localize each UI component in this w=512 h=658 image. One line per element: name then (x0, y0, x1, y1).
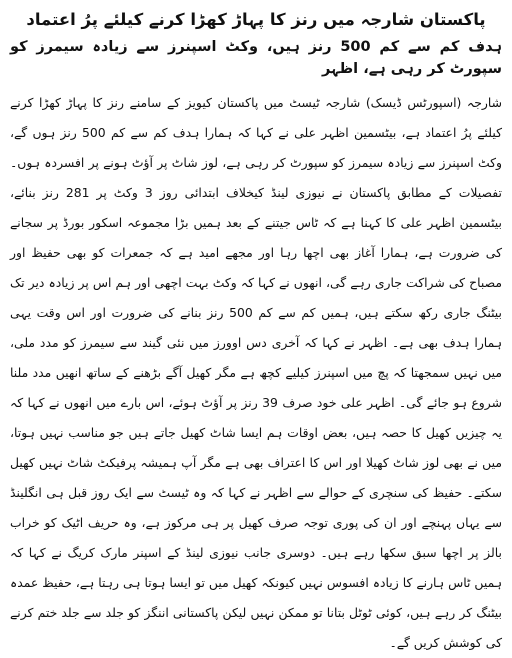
article-subheadline: ہدف کم سے کم 500 رنز ہیں، وکٹ اسپنرز سے زیادہ سیمرز کو سپورٹ کر رہی ہے، اظہر (10, 39, 502, 77)
article-headline: پاکستان شارجہ میں رنز کا پہاڑ کھڑا کرنے کیلئے پرُ اعتماد (26, 10, 486, 29)
article-body: شارجہ (اسپورٹس ڈیسک) شارجہ ٹیسٹ میں پاکستان کیویز کے سامنے رنز کا پہاڑ کھڑا کرنے کیلئے پرُ اعتماد ہے، بیٹسمین اظہر علی نے کہا کہ ہمارا ہدف کم سے کم 500 رنز ہوں گے، وکٹ اسپنرز سے زیادہ سیمرز کو سپورٹ کر رہی ہے، لوز شاٹ پر آؤٹ ہونے پر افسردہ ہوں۔ تفصیلات کے مطابق پاکستان نے نیوزی لینڈ کیخلاف ابتدائی روز 3 وکٹ پر 281 رنز بنائے، بیٹسمین اظہر علی کا کہنا ہے کہ ٹاس جیتنے کے بعد ہمیں بڑا مجموعہ اسکور بورڈ پر سجانے کی ضرورت ہے، ہمارا آغاز بھی اچھا رہا اور مجھے امید ہے کہ جمعرات کو بھی حفیظ اور مصباح کی شراکت جاری رہے گی، انھوں نے کہا کہ وکٹ بہت اچھی اور ہم اس پر زیادہ دیر تک بیٹنگ جاری رکھ سکتے ہیں، ہمیں کم سے کم 500 رنز بنانے کی ضرورت اور اس وقت یہی ہمارا ہدف بھی ہے۔ اظہر نے کہا کہ آخری دس اوورز میں نئی گیند سے سیمرز کو مدد ملی، میں نہیں سمجھتا کہ پچ میں اسپنرز کیلیے کچھ ہے مگر کھیل آگے بڑھنے کے ساتھ انھیں مدد ملنا شروع ہو جائے گی۔ اظہر علی خود صرف 39 رنز پر آؤٹ ہوئے، اس بارے میں انھوں نے کہا کہ یہ چیزیں کھیل کا حصہ ہیں، بعض اوقات ہم ایسا شاٹ کھیل جاتے ہیں جو مناسب نہیں ہوتا، میں نے بھی لوز شاٹ کھیلا اور اس کا اعتراف بھی ہے مگر آپ ہمیشہ پرفیکٹ شاٹ نہیں کھیل سکتے۔ حفیظ کی سنچری کے حوالے سے اظہر نے کہا کہ وہ ٹیسٹ سے ایک روز قبل ہی انگلینڈ سے یہاں پہنچے اور ان کی پوری توجہ صرف کھیل پر ہی مرکوز ہے، وہ حریف اٹیک کو خراب بالز پر اچھا سبق سکھا رہے ہیں۔ دوسری جانب نیوزی لینڈ کے اسپنر مارک کریگ نے کہا کہ ہمیں ٹاس ہارنے کا زیادہ افسوس نہیں کیونکہ کھیل میں تو ایسا ہوتا ہی رہتا ہے، حفیظ عمدہ بیٹنگ کر رہے ہیں، کوئی ٹوٹل بتانا تو ممکن نہیں لیکن پاکستانی اننگز کو جلد سے جلد ختم کرنے کی کوشش کریں گے۔ (10, 95, 502, 650)
